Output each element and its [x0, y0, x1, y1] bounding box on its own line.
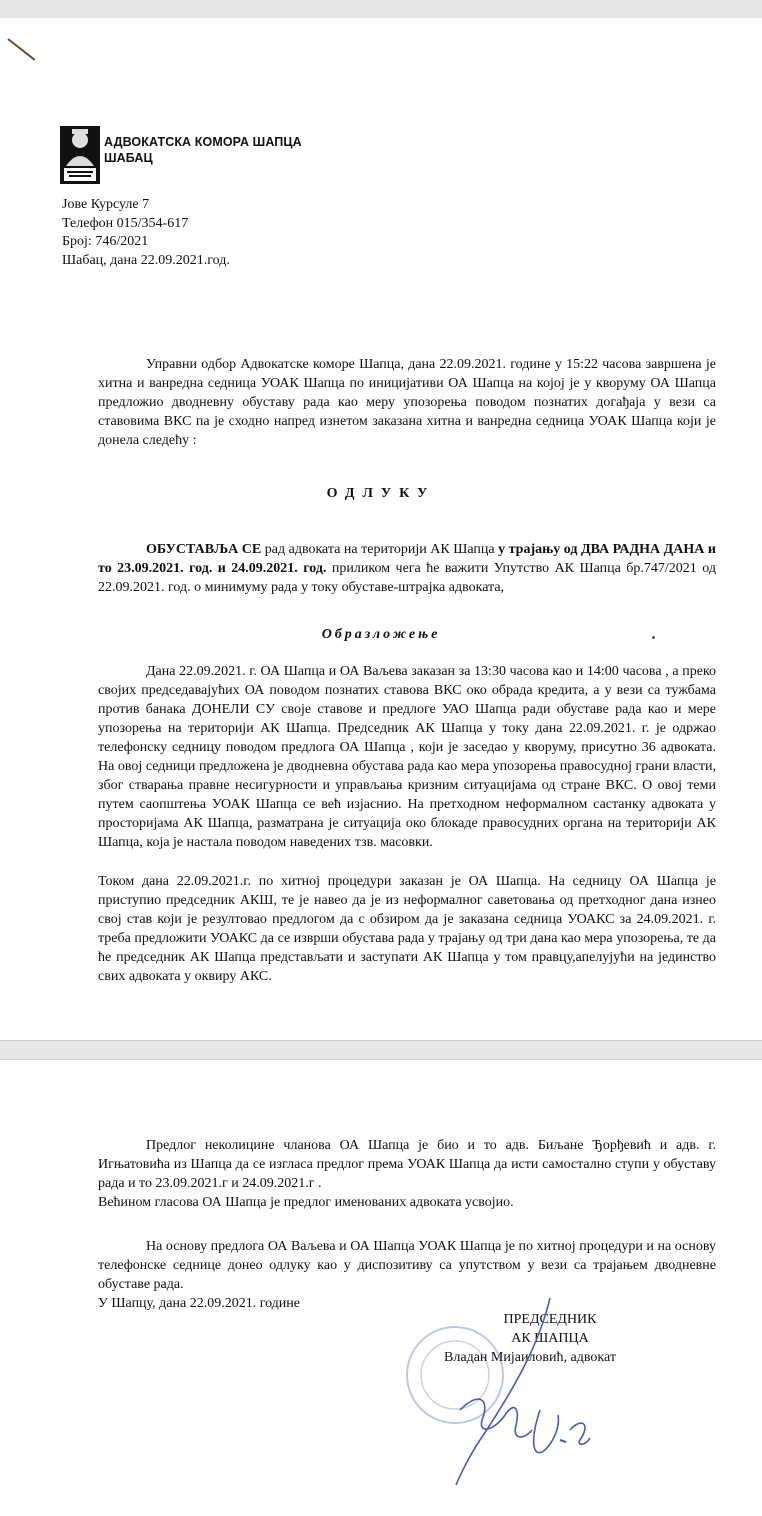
- decision-text-1: рад адвоката на територији АК Шапца: [261, 542, 499, 557]
- reference-number: Број: 746/2021: [62, 234, 149, 249]
- org-city: ШАБАЦ: [104, 151, 153, 165]
- sender-info: [62, 196, 230, 270]
- letterhead: [104, 134, 302, 166]
- handwritten-signature-icon: [420, 1290, 620, 1490]
- reasoning-paragraph-2: Током дана 22.09.2021.г. по хитној процедури заказан је ОА Шапца. На седницу ОА Шапца је приступио председник АКШ, те је навео да је из неформалног саветовања од претходног дана изнео свој став који је резултовао предлогом да с обзиром да је заказана седница УОАКС за 24.09.2021. г. треба предложити УОАКС да се изврши обустава рада у трајању од три дана као мера упозорења, те да ће председник АК Шапца представљати и заступати АК Шапца у том правцу,апелујући на јединство свих адвоката у оквиру АКС.: [98, 874, 716, 984]
- decision-text-2: приликом чега ће важити Упутство АК Шапца бр.747/2021 од 22.09.2021. год. о минимуму рада у току обуставе-штрајка адвоката,: [98, 561, 716, 595]
- top-edge-bar: [0, 0, 762, 18]
- place-date-line: Шабац, дана 22.09.2021.год.: [62, 252, 230, 268]
- signature-title-1: ПРЕДСЕДНИК: [503, 1312, 597, 1327]
- decision-bold-lead: ОБУСТАВЉА СЕ: [146, 542, 262, 557]
- chamber-logo-icon: [60, 126, 100, 184]
- pen-mark: [7, 38, 35, 61]
- org-name: АДВОКАТСКА КОМОРА ШАПЦА: [104, 135, 302, 149]
- signature-title-2: АК ШАПЦА: [511, 1331, 589, 1346]
- page2-paragraph-2: На основу предлога ОА Ваљева и ОА Шапца УОАК Шапца је по хитној процедури и на основу телефонске седнице донео одлуку као у диспозитиву са упутством у вези са трајањем дводневне обуставе рада.: [98, 1239, 716, 1292]
- decision-bold-dates: у трајању од ДВА РАДНА ДАНА и то 23.09.2021. год. и 24.09.2021. год.: [98, 542, 716, 576]
- phone-line: Телефон 015/354-617: [62, 215, 189, 231]
- reasoning-paragraph-1: Дана 22.09.2021. г. ОА Шапца и ОА Ваљева заказан за 13:30 часова као и 14:00 часова , а преко својих председавајућих ОА поводом познатих ставова ВКС око обрада кредита, а у вези са тужбама против банака ДОНЕЛИ СУ своје ставове и предлоге УАО Шапца ради обуставе рада као и мере упозорења на територији АК Шапца. Председник АК Шапца у току дана 22.09.2021. г. је одржао телефонску седницу поводом предлога ОА Шапца , који је заседао у кворуму, присутно 36 адвоката. На овој седници предложена је дводневна обустава рада као мера упозорења правосудној грани власти, због стварања правне несигурности и управљања кризним ситуацијама од стране ВКС. О овој теми путем саопштења УОАК Шапца се већ изјаснио. На претходном неформалном састанку адвоката у просторијама АК Шапца, разматрана је ситуација око блокаде правосудних органа на територији АК Шапца, која је настала поводом наведених тзв. масовки.: [98, 664, 716, 850]
- page-divider: [0, 1040, 762, 1060]
- page2-paragraph-1: Предлог неколицине чланова ОА Шапца је био и то адв. Биљане Ђорђевић и адв. г. Игњатовића из Шапца да се изгласа предлог према УОАК Шапца да исти самостално ступи у обуставу рада и то 23.09.2021.г и 24.09.2021.г .: [98, 1138, 716, 1191]
- decision-title: ОДЛУКУ: [326, 486, 436, 501]
- address-line: Јове Курсуле 7: [62, 197, 150, 212]
- closing-place-date: У Шапцу, дана 22.09.2021. године: [98, 1296, 301, 1311]
- intro-paragraph: Управни одбор Адвокатске коморе Шапца, дана 22.09.2021. године у 15:22 часова завршена је хитна и ванредна седница УОАК Шапца по иницијативи ОА Шапца на којој је у кворуму ОА Шапца предложио дводневну обуставу рада као меру упозорења поводом познатих догађаја у вези са ставовима ВКС па је сходно напред изнетом заказана хитна и ванредна седница УОАК Шапца који је донела следећу :: [98, 357, 716, 448]
- reasoning-title: Образложење: [321, 627, 441, 642]
- signatory-name: Владан Мијаиловић, адвокат: [444, 1350, 616, 1365]
- decision-paragraph: [98, 540, 716, 597]
- speck: [652, 636, 655, 639]
- page2-paragraph-1b: Већином гласова ОА Шапца је предлог именованих адвоката усвојио.: [98, 1195, 514, 1210]
